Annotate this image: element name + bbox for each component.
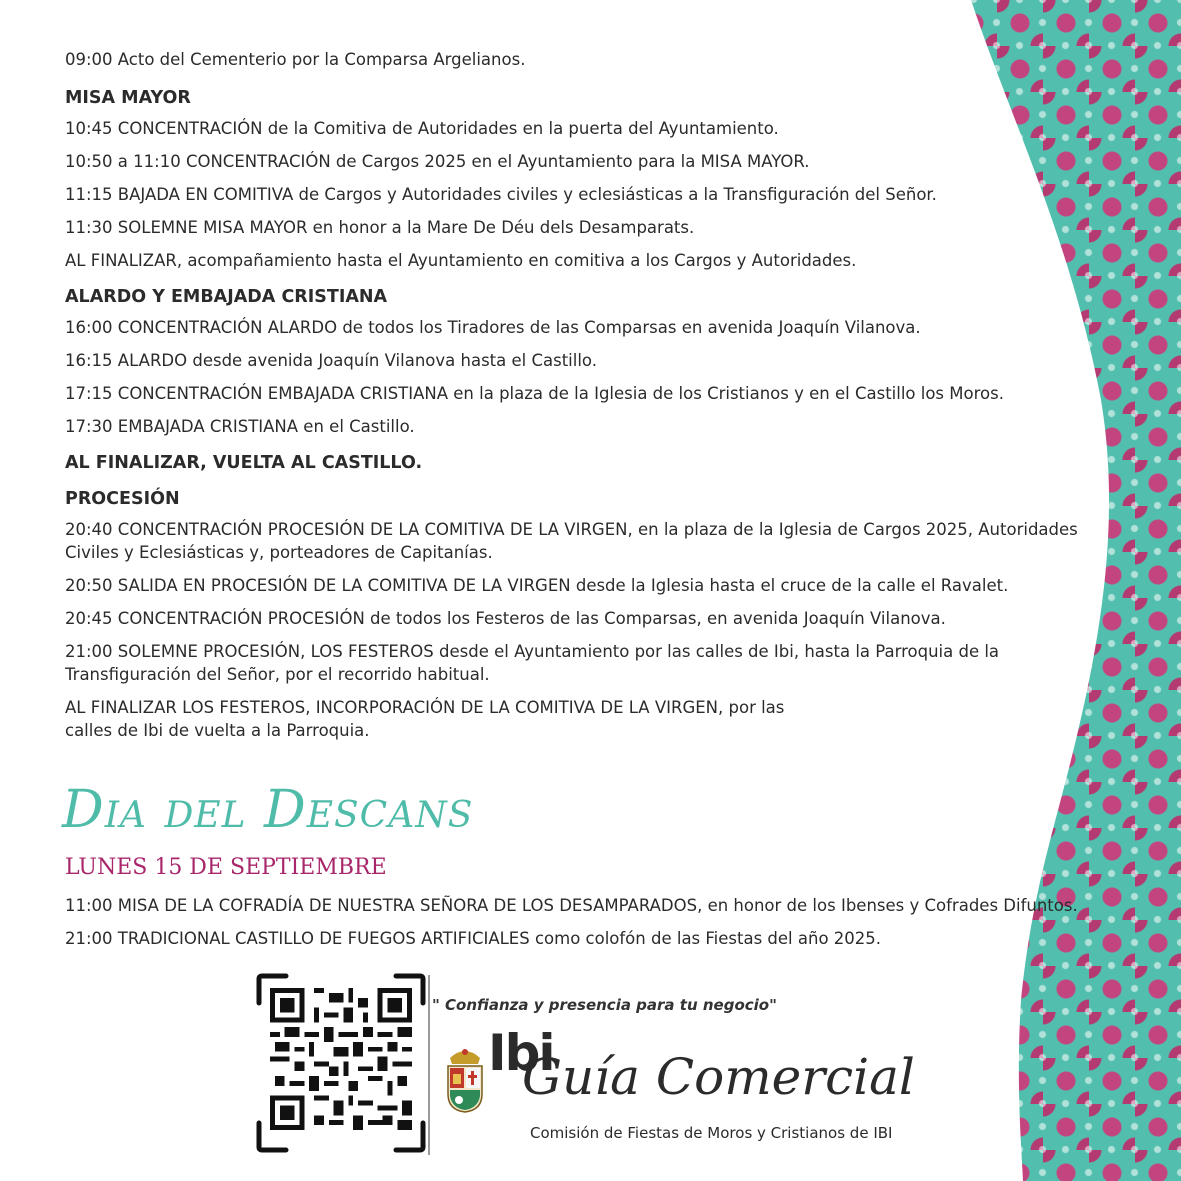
program-line: 10:45 CONCENTRACIÓN de la Comitiva de Autoridades en la puerta del Ayuntamiento. xyxy=(65,119,779,138)
program-line: 17:15 CONCENTRACIÓN EMBAJADA CRISTIANA en la plaza de la Iglesia de los Cristianos y en el Castillo los Moros. xyxy=(65,384,1004,403)
ad-sub: Comisión de Fiestas de Moros y Cristianos de IBI xyxy=(530,1124,893,1142)
ad-brand: Ibi xyxy=(488,1024,554,1082)
program-line: 16:15 ALARDO desde avenida Joaquín Vilanova hasta el Castillo. xyxy=(65,351,597,370)
program-line: 21:00 TRADICIONAL CASTILLO DE FUEGOS ARTIFICIALES como colofón de las Fiestas del año 2025. xyxy=(65,929,882,948)
section-heading: PROCESIÓN xyxy=(65,489,180,509)
ad-slogan: " Confianza y presencia para tu negocio" xyxy=(432,996,777,1014)
program-list xyxy=(65,48,1110,752)
ad-divider xyxy=(428,975,430,1155)
program-line: 11:15 BAJADA EN COMITIVA de Cargos y Autoridades civiles y eclesiásticas a la Transfiguración del Señor. xyxy=(65,185,937,204)
qr-pattern xyxy=(270,988,412,1130)
program-line: 20:50 SALIDA EN PROCESIÓN DE LA COMITIVA DE LA VIRGEN desde la Iglesia hasta el cruce de la calle el Ravalet. xyxy=(65,576,1009,595)
program-line: AL FINALIZAR, acompañamiento hasta el Ayuntamiento en comitiva a los Cargos y Autoridades. xyxy=(65,251,857,270)
coat-of-arms-icon xyxy=(444,1044,486,1114)
program-line: 20:45 CONCENTRACIÓN PROCESIÓN de todos los Festeros de las Comparsas, en avenida Joaquín Vilanova. xyxy=(65,609,946,628)
section-heading: ALARDO Y EMBAJADA CRISTIANA xyxy=(65,287,388,307)
program-line: 20:40 CONCENTRACIÓN PROCESIÓN DE LA COMITIVA DE LA VIRGEN, en la plaza de la Iglesia de Cargos 2025, Autoridades Civiles y Eclesiásticas y, porteadores de Capitanías. xyxy=(65,520,1078,562)
program-line: 11:30 SOLEMNE MISA MAYOR en honor a la Mare De Déu dels Desamparats. xyxy=(65,218,695,237)
program-line: 16:00 CONCENTRACIÓN ALARDO de todos los Tiradores de las Comparsas en avenida Joaquín Vilanova. xyxy=(65,318,921,337)
program-line: 09:00 Acto del Cementerio por la Comparsa Argelianos. xyxy=(65,50,526,69)
day-date: LUNES 15 DE SEPTIEMBRE xyxy=(65,855,387,880)
qr-code[interactable] xyxy=(256,973,426,1153)
day-title: Dia del Descans xyxy=(62,780,474,840)
section-heading: MISA MAYOR xyxy=(65,88,191,108)
program-line: 21:00 SOLEMNE PROCESIÓN, LOS FESTEROS desde el Ayuntamiento por las calles de Ibi, hasta la Parroquia de la Transfiguración del Señor, por el recorrido habitual. xyxy=(65,642,1000,684)
section-heading: AL FINALIZAR, VUELTA AL CASTILLO. xyxy=(65,453,423,473)
program-line: 11:00 MISA DE LA COFRADÍA DE NUESTRA SEÑORA DE LOS DESAMPARADOS, en honor de los Ibenses y Cofrades Difuntos. xyxy=(65,896,1078,915)
program-line: 17:30 EMBAJADA CRISTIANA en el Castillo. xyxy=(65,417,415,436)
program-line: AL FINALIZAR LOS FESTEROS, INCORPORACIÓN DE LA COMITIVA DE LA VIRGEN, por las calles de Ibi de vuelta a la Parroquia. xyxy=(65,698,785,740)
program-line: 10:50 a 11:10 CONCENTRACIÓN de Cargos 2025 en el Ayuntamiento para la MISA MAYOR. xyxy=(65,152,810,171)
day-program xyxy=(65,894,1125,960)
ad-name: Guía Comercial xyxy=(522,1048,915,1106)
